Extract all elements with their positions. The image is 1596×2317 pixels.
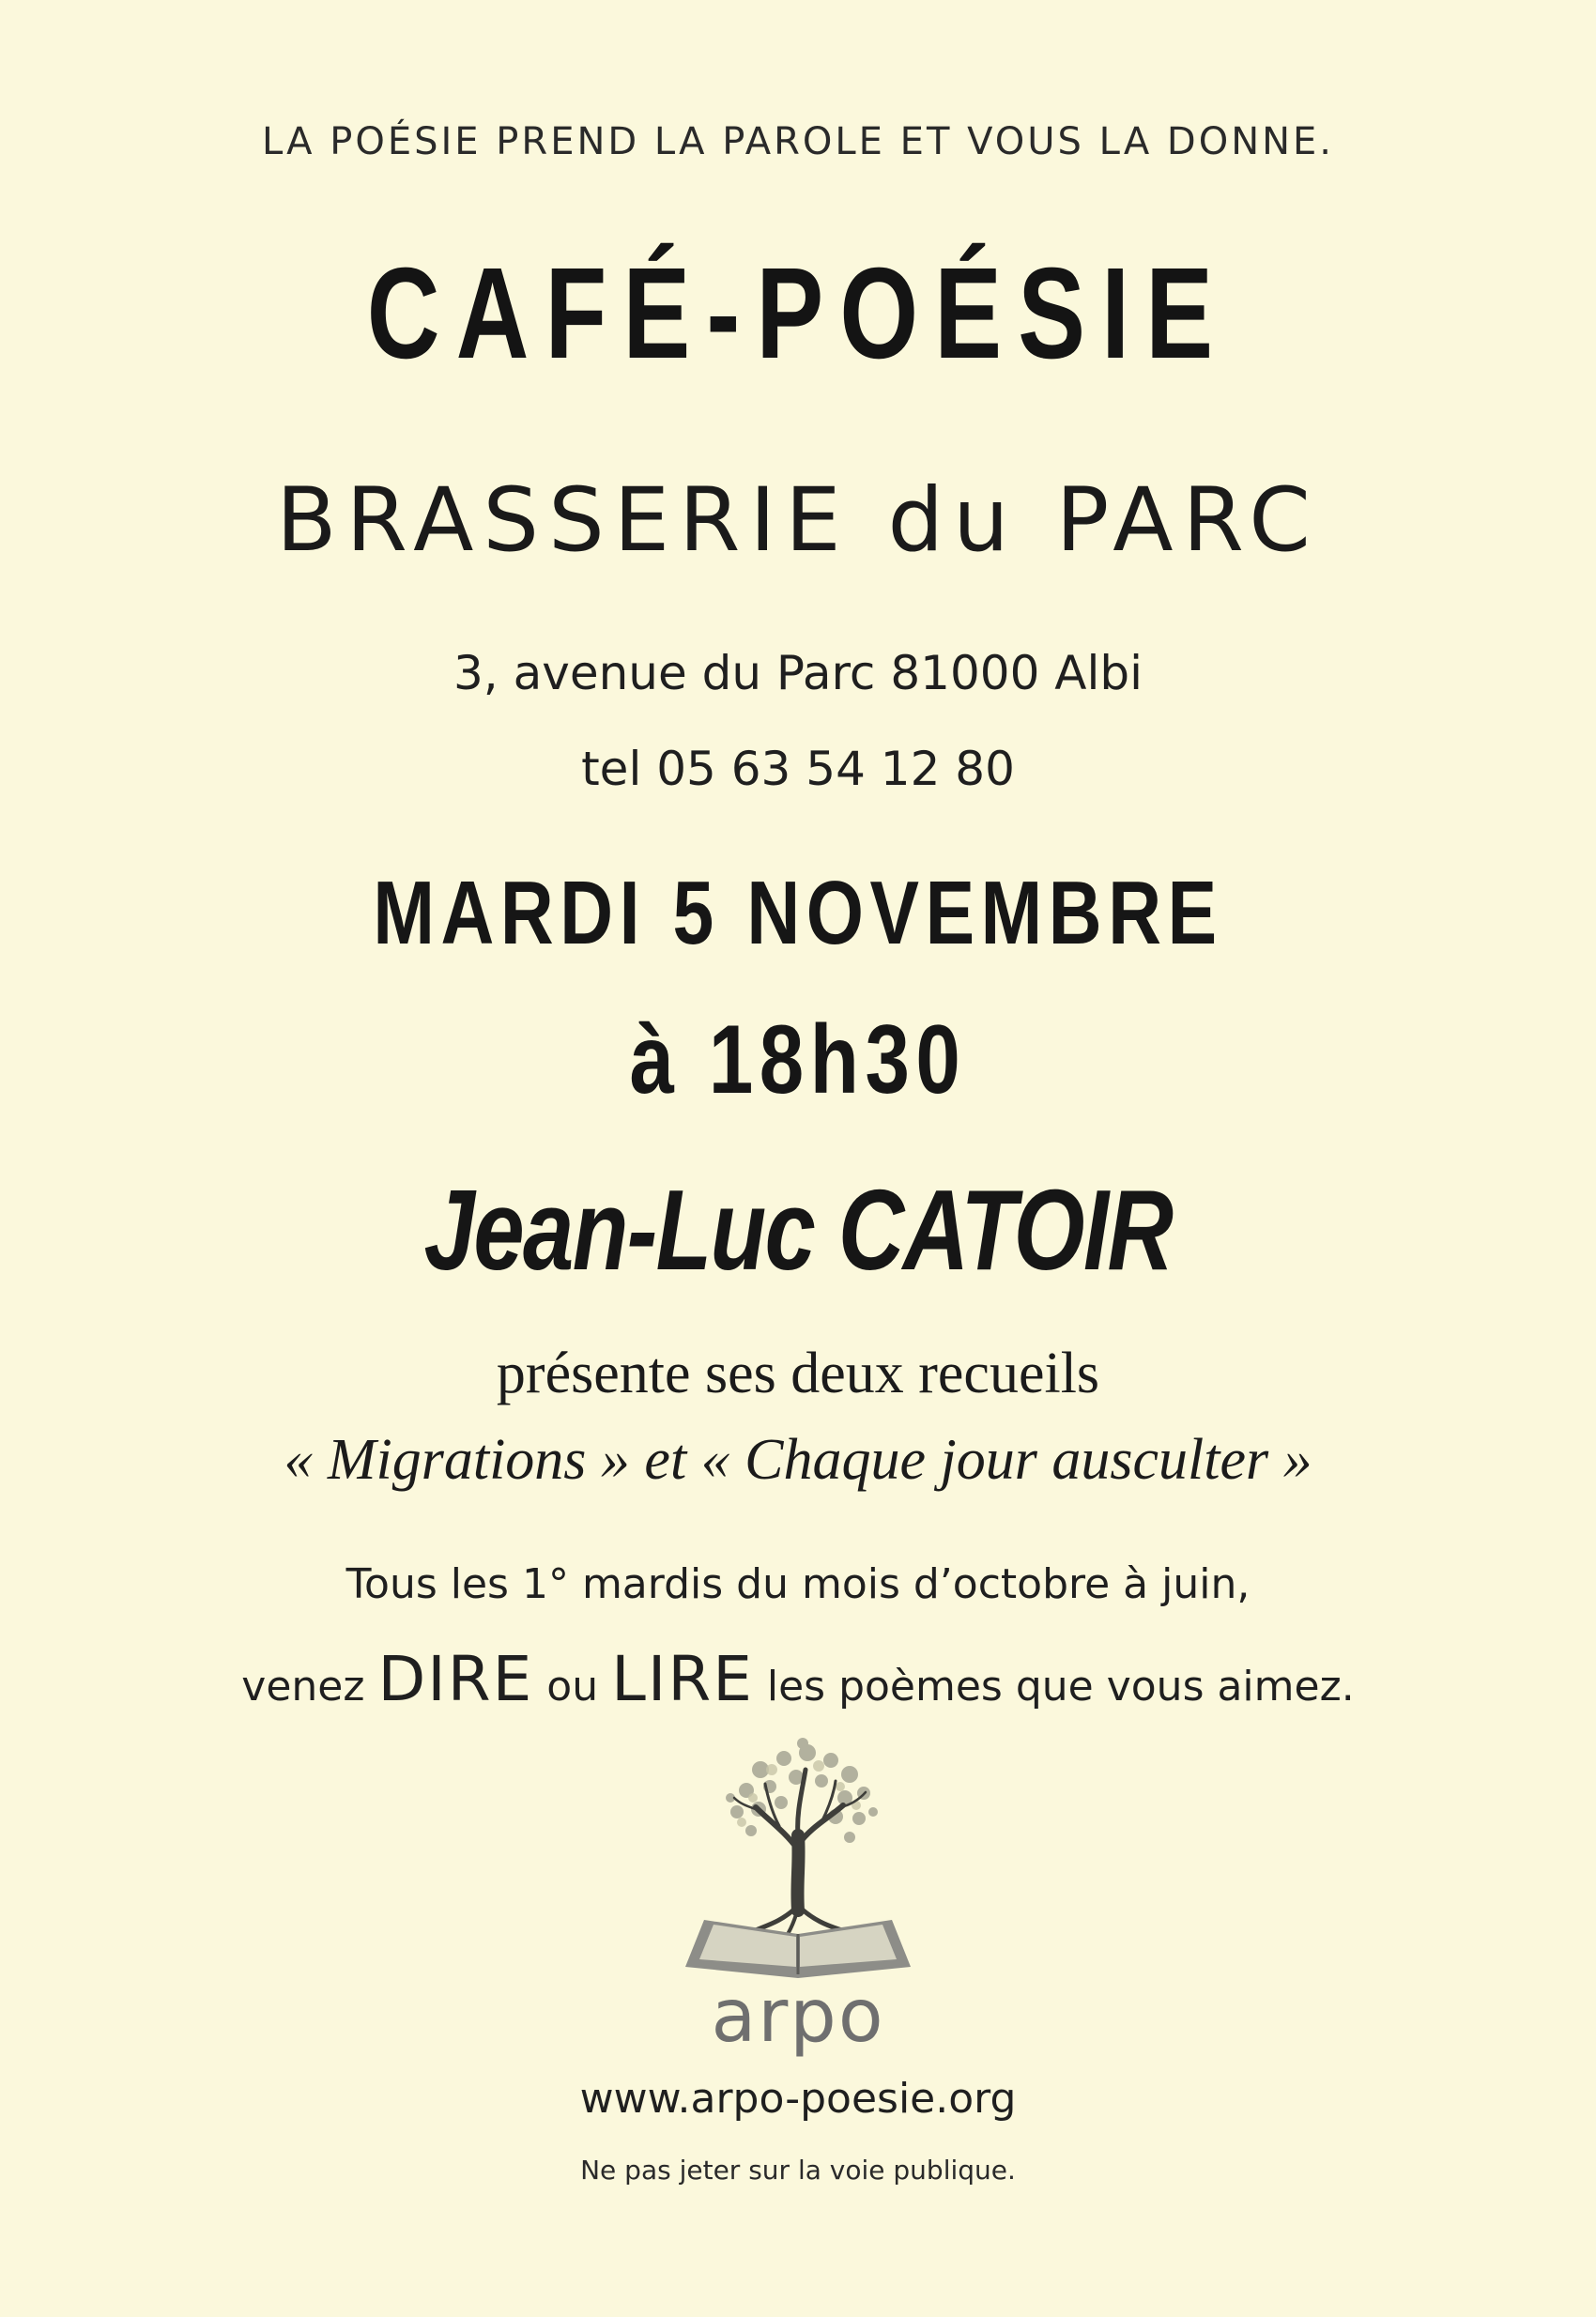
book-titles: « Migrations » et « Chaque jour ausculter » xyxy=(284,1428,1312,1492)
schedule-info: Tous les 1° mardis du mois d’octobre à juin, xyxy=(345,1560,1251,1608)
venue-name: BRASSERIE du PARC xyxy=(276,469,1320,572)
event-title: CAFÉ-POÉSIE xyxy=(366,241,1230,386)
venue-address: 3, avenue du Parc 81000 Albi xyxy=(453,646,1143,700)
tagline: LA POÉSIE PREND LA PAROLE ET VOUS LA DONNE. xyxy=(261,120,1335,163)
speaker-name: Jean-Luc CATOIR xyxy=(423,1166,1173,1294)
invitation-part2: ou xyxy=(533,1663,612,1711)
venue-phone: tel 05 63 54 12 80 xyxy=(581,742,1015,796)
event-date: MARDI 5 NOVEMBRE xyxy=(373,863,1223,963)
invitation-info xyxy=(0,1643,1596,1715)
invitation-part1: venez xyxy=(241,1663,378,1711)
invitation-lire: LIRE xyxy=(611,1643,754,1715)
event-time: à 18h30 xyxy=(629,1005,967,1114)
website-link[interactable]: www.arpo-poesie.org xyxy=(579,2075,1017,2123)
invitation-dire: DIRE xyxy=(377,1643,534,1715)
disposal-notice: Ne pas jeter sur la voie publique. xyxy=(580,2155,1016,2186)
tree-on-book-icon xyxy=(648,1732,948,1986)
presentation-text: présente ses deux recueils xyxy=(496,1342,1100,1405)
logo-text: arpo xyxy=(711,1974,885,2059)
arpo-logo xyxy=(648,1732,948,2059)
invitation-part3: les poèmes que vous aimez. xyxy=(753,1663,1355,1711)
